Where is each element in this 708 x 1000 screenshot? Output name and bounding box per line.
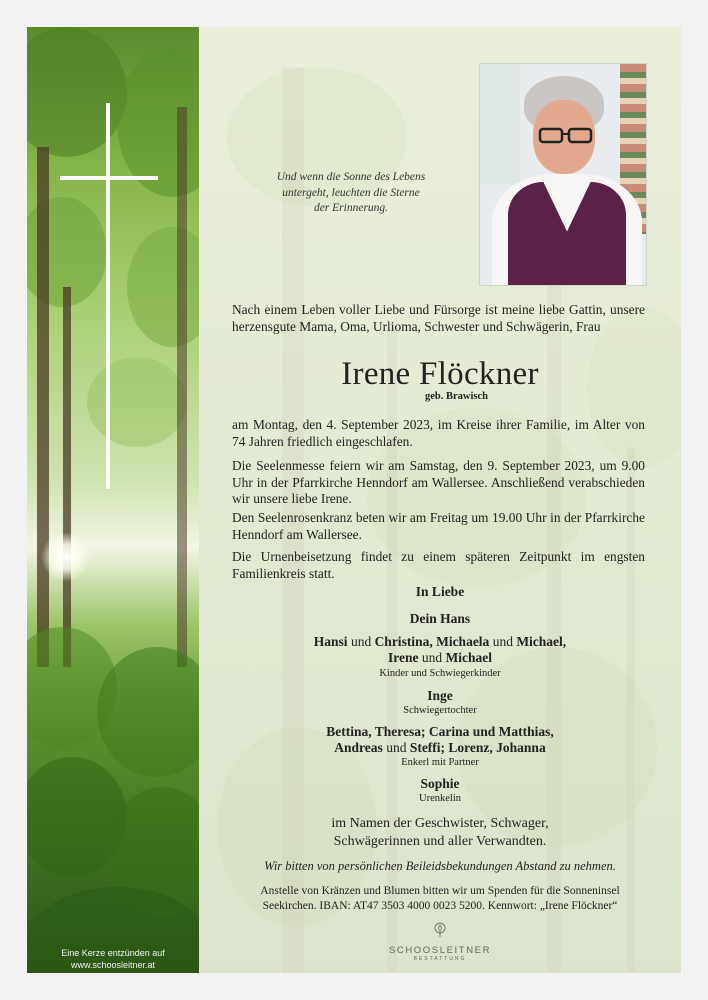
donation-line-1: Anstelle von Kränzen und Blumen bitten wir um Spenden für die Sonneninsel <box>260 885 620 897</box>
intro-text: Nach einem Leben voller Liebe und Fürsorge ist meine liebe Gattin, unsere herzensgute Mama, Oma, Urlioma, Schwester und Schwägerin, Frau <box>232 302 645 334</box>
sunlight <box>41 532 91 582</box>
memorial-verse: Und wenn die Sonne des Lebens untergeht, leuchten die Sterne der Erinnerung. <box>276 171 426 214</box>
candle-text: Eine Kerze entzünden auf <box>61 948 165 958</box>
mass-text: Die Seelenmesse feiern wir am Samstag, den 9. September 2023, um 9.00 Uhr in der Pfarrkirche Henndorf am Wallersee. Anschließend verabschieden wir unsere liebe Irene. <box>232 458 645 507</box>
birth-name: geb. Brawisch <box>425 391 488 402</box>
children-relation: Kinder und Schwiegerkinder <box>379 668 501 679</box>
donation-line-2: Seekirchen. IBAN: AT47 3503 4000 0023 5200. Kennwort: „Irene Flöckner“ <box>262 900 618 912</box>
grandchildren-relation: Enkerl mit Partner <box>401 757 479 768</box>
great-grandchild-name: Sophie <box>420 776 460 791</box>
portrait-photo <box>479 63 647 286</box>
husband: Dein Hans <box>409 611 471 626</box>
inlaw-name: Inge <box>427 688 453 703</box>
children-line-1: Hansi und Christina, Michaela und Michael, <box>313 634 567 649</box>
inlaw-relation: Schwiegertochter <box>403 705 477 716</box>
on-behalf-line-1: im Namen der Geschwister, Schwager, <box>331 816 549 831</box>
flower-icon <box>433 922 447 938</box>
funeral-home-logo: SCHOOSLEITNER BESTATTUNG <box>199 922 681 962</box>
grandchildren-line-1: Bettina, Theresa; Carina und Matthias, <box>326 724 554 739</box>
obituary-card <box>27 27 681 973</box>
grandchildren-line-2: Andreas und Steffi; Lorenz, Johanna <box>334 740 546 755</box>
urn-text: Die Urnenbeisetzung findet zu einem späteren Zeitpunkt im engsten Familienkreis statt. <box>232 549 645 581</box>
forest-image <box>27 27 199 973</box>
cross-icon <box>106 103 110 489</box>
in-love: In Liebe <box>415 584 465 599</box>
death-notice: am Montag, den 4. September 2023, im Kreise ihrer Familie, im Alter von 74 Jahren friedlich eingeschlafen. <box>232 417 645 449</box>
condolence-note: Wir bitten von persönlichen Beileidsbekundungen Abstand zu nehmen. <box>264 859 616 873</box>
great-grandchild-relation: Urenkelin <box>419 793 461 804</box>
rosary-text: Den Seelenrosenkranz beten wir am Freitag um 19.00 Uhr in der Pfarrkirche Henndorf am Wallersee. <box>232 510 645 542</box>
deceased-name: Irene Flöckner <box>341 356 539 392</box>
on-behalf-line-2: Schwägerinnen und aller Verwandten. <box>333 834 547 849</box>
children-line-2: Irene und Michael <box>388 650 492 665</box>
candle-link[interactable]: www.schoosleitner.at <box>70 960 156 970</box>
